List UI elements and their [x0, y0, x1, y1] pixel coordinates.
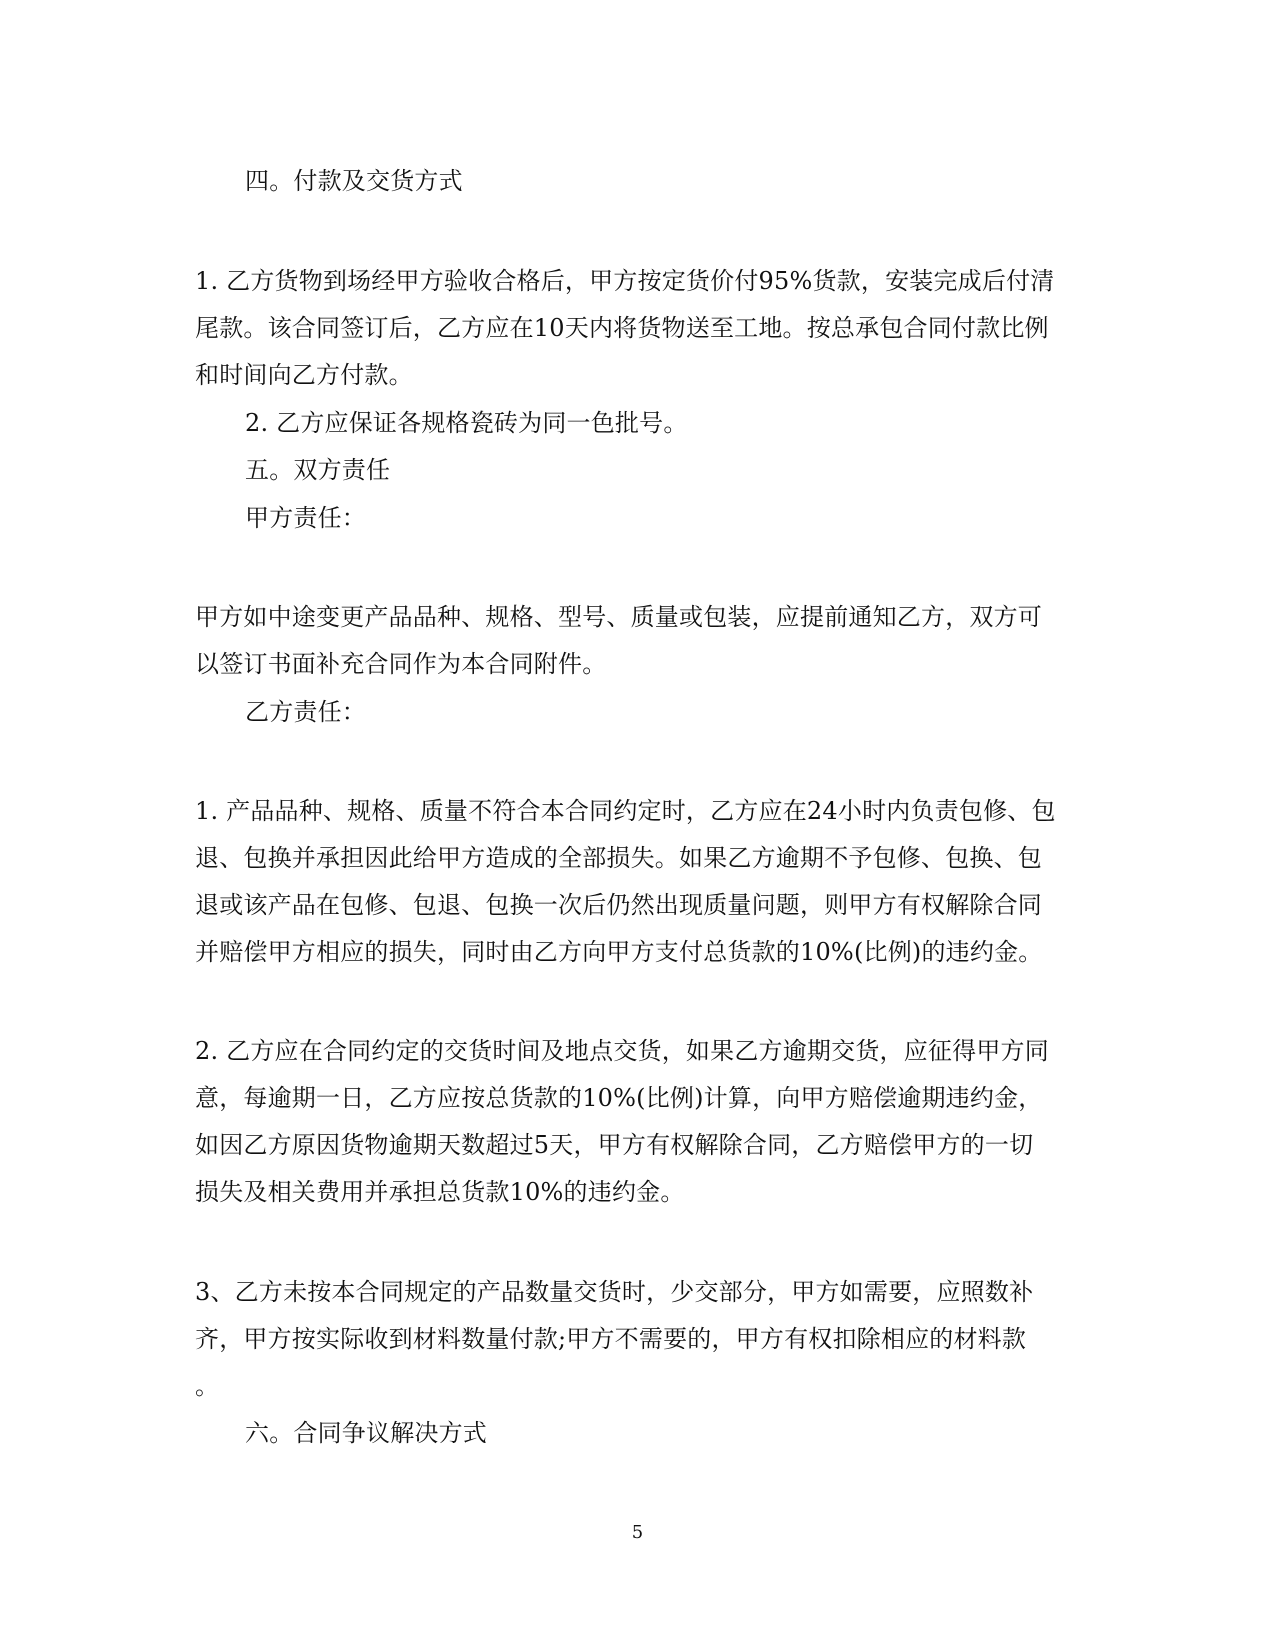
- paragraph-line: 以签订书面补充合同作为本合同附件。: [195, 650, 607, 678]
- paragraph-line: 意，每逾期一日，乙方应按总货款的10%(比例)计算，向甲方赔偿逾期违约金，: [195, 1084, 1043, 1112]
- paragraph-line: 齐，甲方按实际收到材料数量付款;甲方不需要的，甲方有权扣除相应的材料款: [195, 1325, 1027, 1353]
- paragraph-line: 并赔偿甲方相应的损失，同时由乙方向甲方支付总货款的10%(比例)的违约金。: [195, 938, 1043, 966]
- paragraph-line: 损失及相关费用并承担总货款10%的违约金。: [195, 1178, 685, 1206]
- paragraph-line: 2. 乙方应保证各规格瓷砖为同一色批号。: [245, 409, 688, 437]
- section-heading-payment: 四。付款及交货方式: [245, 167, 463, 195]
- paragraph-line: 。: [195, 1372, 220, 1400]
- section-heading-responsibilities: 五。双方责任: [245, 456, 391, 484]
- paragraph-line: 1. 乙方货物到场经甲方验收合格后，甲方按定货价付95%货款，安装完成后付清: [195, 267, 1055, 295]
- section-heading-dispute: 六。合同争议解决方式: [245, 1419, 487, 1447]
- paragraph-line: 和时间向乙方付款。: [195, 361, 413, 389]
- paragraph-line: 尾款。该合同签订后，乙方应在10天内将货物送至工地。按总承包合同付款比例: [195, 314, 1049, 342]
- paragraph-line: 退或该产品在包修、包退、包换一次后仍然出现质量问题，则甲方有权解除合同: [195, 891, 1042, 919]
- paragraph-line: 1. 产品品种、规格、质量不符合本合同约定时，乙方应在24小时内负责包修、包: [195, 797, 1056, 825]
- paragraph-line: 3、乙方未按本合同规定的产品数量交货时，少交部分，甲方如需要，应照数补: [195, 1278, 1034, 1306]
- page-number: 5: [631, 1522, 644, 1543]
- paragraph-line: 如因乙方原因货物逾期天数超过5天，甲方有权解除合同，乙方赔偿甲方的一切: [195, 1131, 1034, 1159]
- subheading-party-a: 甲方责任：: [245, 504, 366, 532]
- paragraph-line: 2. 乙方应在合同约定的交货时间及地点交货，如果乙方逾期交货，应征得甲方同: [195, 1037, 1049, 1065]
- paragraph-line: 退、包换并承担因此给甲方造成的全部损失。如果乙方逾期不予包修、包换、包: [195, 844, 1042, 872]
- subheading-party-b: 乙方责任：: [245, 698, 366, 726]
- paragraph-line: 甲方如中途变更产品品种、规格、型号、质量或包装，应提前通知乙方，双方可: [195, 603, 1042, 631]
